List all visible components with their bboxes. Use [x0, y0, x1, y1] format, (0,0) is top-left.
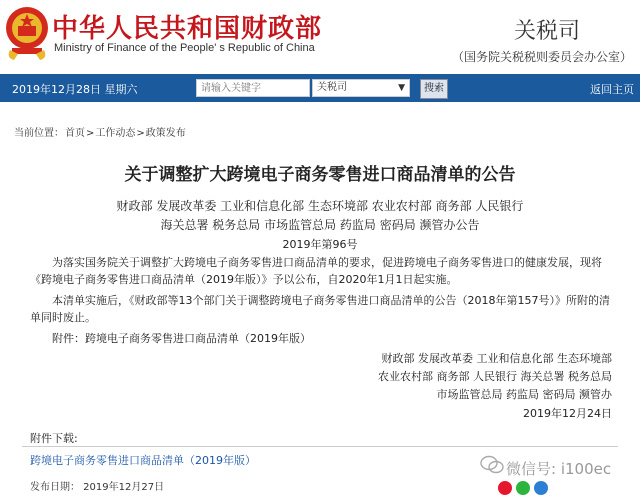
current-date: 2019年12月28日 星期六	[12, 83, 138, 96]
wechat-id-watermark: 微信号: i100ec	[506, 460, 612, 478]
article-paragraph-1: 为落实国务院关于调整扩大跨境电子商务零售进口商品清单的要求，促进跨境电子商务零售进口的健康发展，现将《跨境电子商务零售进口商品清单（2019年版）》予以公布，自2020年1月1日起实施。	[30, 256, 602, 286]
article-paragraph-3: 附件：跨境电子商务零售进口商品清单（2019年版）	[52, 332, 311, 345]
site-header	[0, 0, 640, 72]
breadcrumb-prefix: 当前位置：	[14, 128, 64, 139]
signature-date: 2019年12月24日	[523, 407, 612, 420]
attachments-heading: 附件下载:	[30, 432, 78, 445]
search-scope-value: 关税司	[317, 82, 347, 93]
attachment-download-link[interactable]: 跨境电子商务零售进口商品清单（2019年版）	[30, 454, 256, 467]
document-number: 2019年第96号	[282, 238, 358, 251]
signature-line-2: 农业农村部 商务部 人民银行 海关总署 税务总局	[378, 370, 612, 383]
issuers-line-1: 财政部 发展改革委 工业和信息化部 生态环境部 农业农村部 商务部 人民银行	[116, 199, 524, 213]
weibo-share-icon[interactable]	[498, 481, 512, 495]
divider	[22, 446, 618, 447]
breadcrumb-separator: >	[136, 128, 145, 139]
wechat-icon	[480, 455, 504, 475]
return-home-link[interactable]: 返回主页	[590, 83, 634, 96]
search-scope-select[interactable]	[312, 79, 410, 97]
department-name: 关税司	[514, 19, 581, 44]
signature-line-3: 市场监管总局 药监局 密码局 濒管办	[436, 388, 612, 401]
article-paragraph-2: 本清单实施后，《财政部等13个部门关于调整跨境电子商务零售进口商品清单的公告（2018年第157号）》所附的清单同时废止。	[30, 294, 610, 324]
qq-share-icon[interactable]	[534, 481, 548, 495]
breadcrumb-policy-release[interactable]: 政策发布	[145, 128, 186, 139]
search-button[interactable]: 搜索	[420, 79, 448, 99]
article-title: 关于调整扩大跨境电子商务零售进口商品清单的公告	[124, 165, 516, 185]
site-name-en: Ministry of Finance of the People' s Republic of China	[54, 42, 315, 54]
breadcrumb-work-news[interactable]: 工作动态	[95, 128, 136, 139]
chevron-down-icon: ▼	[398, 83, 405, 93]
wechat-share-icon[interactable]	[516, 481, 530, 495]
department-subtitle: （国务院关税税则委员会办公室）	[452, 50, 633, 64]
top-navbar	[0, 74, 640, 102]
breadcrumb-home[interactable]: 首页	[65, 128, 85, 139]
search-input[interactable]	[196, 79, 310, 97]
issuers-line-2: 海关总署 税务总局 市场监管总局 药监局 密码局 濒管办公告	[160, 218, 480, 232]
breadcrumb	[14, 124, 187, 139]
publish-date: 发布日期： 2019年12月27日	[30, 482, 165, 493]
signature-line-1: 财政部 发展改革委 工业和信息化部 生态环境部	[381, 352, 612, 365]
site-name: 中华人民共和国财政部	[52, 14, 323, 44]
national-emblem-icon	[4, 2, 50, 62]
breadcrumb-separator: >	[86, 128, 95, 139]
